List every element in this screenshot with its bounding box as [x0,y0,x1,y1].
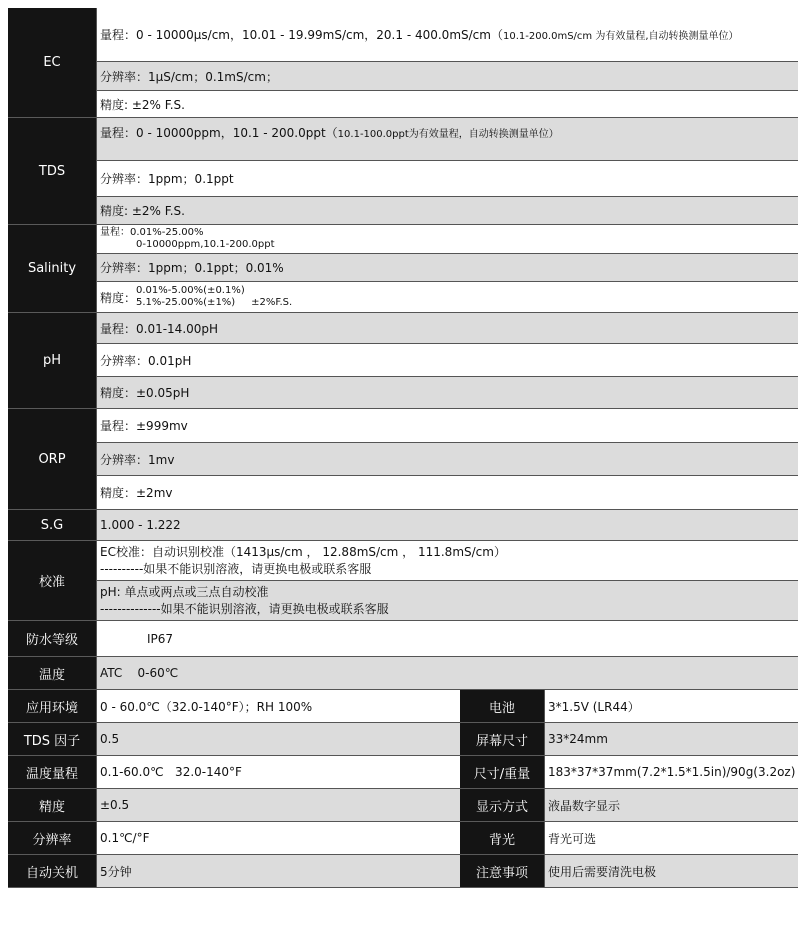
section-temperature [8,657,798,690]
ph-range: 量程：0.01-14.00pH [96,313,798,344]
tds-range [96,118,798,161]
section-orp [8,409,798,510]
orp-resolution: 分辨率：1mv [96,443,798,476]
pair-left-value: 0.1℃/°F [96,822,460,855]
calibration-ec-line: EC校准：自动识别校准（1413μs/cm ， 12.88mS/cm ， 111.8mS/cm） [100,544,506,559]
pair-left-label: 应用环境 [8,690,96,723]
calibration-ph [96,581,798,621]
ec-range-note: 10.1-200.0mS/cm 为有效量程,自动转换测量单位） [502,31,739,42]
ec-range [96,8,798,62]
sg-value: 1.000 - 1.222 [96,510,798,541]
section-waterproof [8,621,798,657]
pair-row [8,822,798,855]
calibration-header: 校准 [8,541,96,621]
calibration-ph-line: pH: 单点或两点或三点自动校准 [100,584,269,599]
salinity-range-line1: 0.01%-25.00% [130,227,204,238]
salinity-accuracy-line1: 0.01%-5.00%(±0.1%) [136,285,245,296]
salinity-range-line2: 0-10000ppm,10.1-200.0ppt [136,239,275,250]
pair-left-value: 0.5 [96,723,460,756]
pair-right-value: 液晶数字显示 [544,789,798,822]
orp-header: ORP [8,409,96,510]
pair-left-value: ±0.5 [96,789,460,822]
section-ph [8,313,798,409]
calibration-ph-note: --------------如果不能识别溶液，请更换电极或联系客服 [100,601,389,616]
sg-header: S.G [8,510,96,541]
pair-right-value: 33*24mm [544,723,798,756]
tds-accuracy: 精度: ±2% F.S. [96,197,798,225]
pair-row [8,855,798,888]
salinity-range-label: 量程： [100,227,130,238]
pair-left-label: 精度 [8,789,96,822]
pair-row [8,756,798,789]
ec-accuracy: 精度: ±2% F.S. [96,91,798,118]
waterproof-header: 防水等级 [8,621,96,657]
pair-left-value: 0.1-60.0℃ 32.0-140°F [96,756,460,789]
section-sg [8,510,798,541]
pair-right-label: 注意事项 [460,855,544,888]
pair-row [8,723,798,756]
section-tds [8,118,798,225]
pair-right-value: 使用后需要清洗电极 [544,855,798,888]
pair-right-label: 显示方式 [460,789,544,822]
salinity-range [96,225,798,254]
pair-right-label: 背光 [460,822,544,855]
ec-range-text: 量程：0 - 10000μs/cm，10.01 - 19.99mS/cm，20.1 - 400.0mS/cm（ [100,28,503,42]
tds-header: TDS [8,118,96,225]
ec-resolution: 分辨率：1μS/cm；0.1mS/cm； [96,62,798,91]
pair-left-label: 分辨率 [8,822,96,855]
pair-right-label: 尺寸/重量 [460,756,544,789]
tds-range-text: 量程：0 - 10000ppm，10.1 - 200.0ppt（ [100,126,338,140]
calibration-ec [96,541,798,581]
tds-resolution: 分辨率：1ppm；0.1ppt [96,161,798,197]
pair-right-value: 183*37*37mm(7.2*1.5*1.5in)/90g(3.2oz) [544,756,798,789]
waterproof-value: IP67 [96,621,798,657]
temperature-header: 温度 [8,657,96,690]
ph-accuracy: 精度：±0.05pH [96,377,798,409]
salinity-resolution: 分辨率：1ppm；0.1ppt；0.01% [96,254,798,282]
orp-accuracy: 精度：±2mv [96,476,798,510]
ph-header: pH [8,313,96,409]
pair-left-label: 自动关机 [8,855,96,888]
section-calibration [8,541,798,621]
spec-table [8,8,798,888]
salinity-accuracy-label: 精度： [100,290,137,305]
pair-right-value: 背光可选 [544,822,798,855]
pair-right-label: 电池 [460,690,544,723]
ph-resolution: 分辨率：0.01pH [96,344,798,377]
tds-range-note: 10.1-100.0ppt为有效量程，自动转换测量单位） [337,129,559,140]
pair-row [8,789,798,822]
calibration-ec-note: ----------如果不能识别溶液，请更换电极或联系客服 [100,561,372,576]
pair-left-label: 温度量程 [8,756,96,789]
pair-left-value: 5分钟 [96,855,460,888]
pair-right-value: 3*1.5V (LR44） [544,690,798,723]
pair-left-label: TDS 因子 [8,723,96,756]
pair-right-label: 屏幕尺寸 [460,723,544,756]
orp-range: 量程：±999mv [96,409,798,443]
salinity-accuracy-line2: 5.1%-25.00%(±1%) ±2%F.S. [136,297,293,308]
temperature-value: ATC 0-60℃ [96,657,798,690]
ec-header: EC [8,8,96,118]
pair-row [8,690,798,723]
section-ec [8,8,798,118]
salinity-header: Salinity [8,225,96,313]
pair-left-value: 0 - 60.0℃（32.0-140°F）；RH 100% [96,690,460,723]
salinity-accuracy [96,282,798,313]
section-salinity [8,225,798,313]
